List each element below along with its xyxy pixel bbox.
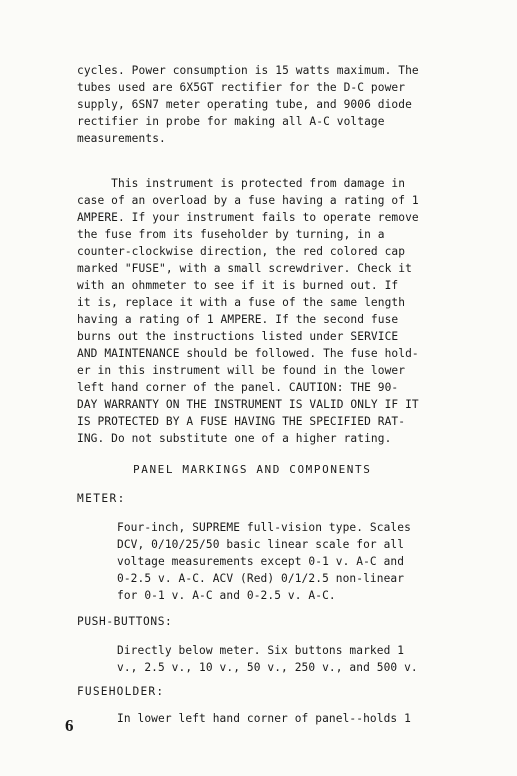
meter-label: METER: — [77, 492, 126, 505]
text-line: the fuse from its fuseholder by turning, in a — [77, 228, 385, 241]
text-line: burns out the instructions listed under SERVICE — [77, 330, 399, 343]
text-line: rectifier in probe for making all A-C voltage — [77, 115, 385, 128]
text-line: for 0-1 v. A-C and 0-2.5 v. A-C. — [117, 589, 336, 602]
text-line: case of an overload by a fuse having a rating of 1 — [77, 194, 419, 207]
text-line: measurements. — [77, 132, 166, 145]
text-line: left hand corner of the panel. CAUTION: THE 90- — [77, 381, 399, 394]
text-line: This instrument is protected from damage in — [77, 177, 406, 190]
section-heading: PANEL MARKINGS AND COMPONENTS — [133, 463, 372, 476]
text-line: Four-inch, SUPREME full-vision type. Scales — [117, 521, 411, 534]
text-line: er in this instrument will be found in the lower — [77, 364, 406, 377]
push-buttons-label: PUSH-BUTTONS: — [77, 615, 173, 628]
text-line: voltage measurements except 0-1 v. A-C and — [117, 555, 405, 568]
fuseholder-label: FUSEHOLDER: — [77, 685, 165, 698]
text-line: counter-clockwise direction, the red colored cap — [77, 245, 406, 258]
text-line: it is, replace it with a fuse of the same length — [77, 296, 406, 309]
text-line: v., 2.5 v., 10 v., 50 v., 250 v., and 500 v. — [117, 661, 418, 674]
text-line: In lower left hand corner of panel--holds 1 — [117, 712, 411, 725]
text-line: 0-2.5 v. A-C. ACV (Red) 0/1/2.5 non-linear — [117, 572, 405, 585]
text-line: having a rating of 1 AMPERE. If the second fuse — [77, 313, 399, 326]
text-line: tubes used are 6X5GT rectifier for the D-C power — [77, 81, 406, 94]
text-line: IS PROTECTED BY A FUSE HAVING THE SPECIFIED RAT- — [77, 415, 406, 428]
text-line: ING. Do not substitute one of a higher rating. — [77, 432, 392, 445]
page-number: 6 — [65, 716, 74, 735]
text-line: DAY WARRANTY ON THE INSTRUMENT IS VALID ONLY IF IT — [77, 398, 419, 411]
text-line: DCV, 0/10/25/50 basic linear scale for all — [117, 538, 405, 551]
text-line: with an ohmmeter to see if it is burned out. If — [77, 279, 399, 292]
text-line: AND MAINTENANCE should be followed. The fuse hold- — [77, 347, 419, 360]
text-line: marked "FUSE", with a small screwdriver. Check it — [77, 262, 412, 275]
text-line: Directly below meter. Six buttons marked 1 — [117, 644, 405, 657]
text-line: cycles. Power consumption is 15 watts maximum. The — [77, 64, 419, 77]
text-line: supply, 6SN7 meter operating tube, and 9006 diode — [77, 98, 412, 111]
text-line: AMPERE. If your instrument fails to operate remove — [77, 211, 419, 224]
